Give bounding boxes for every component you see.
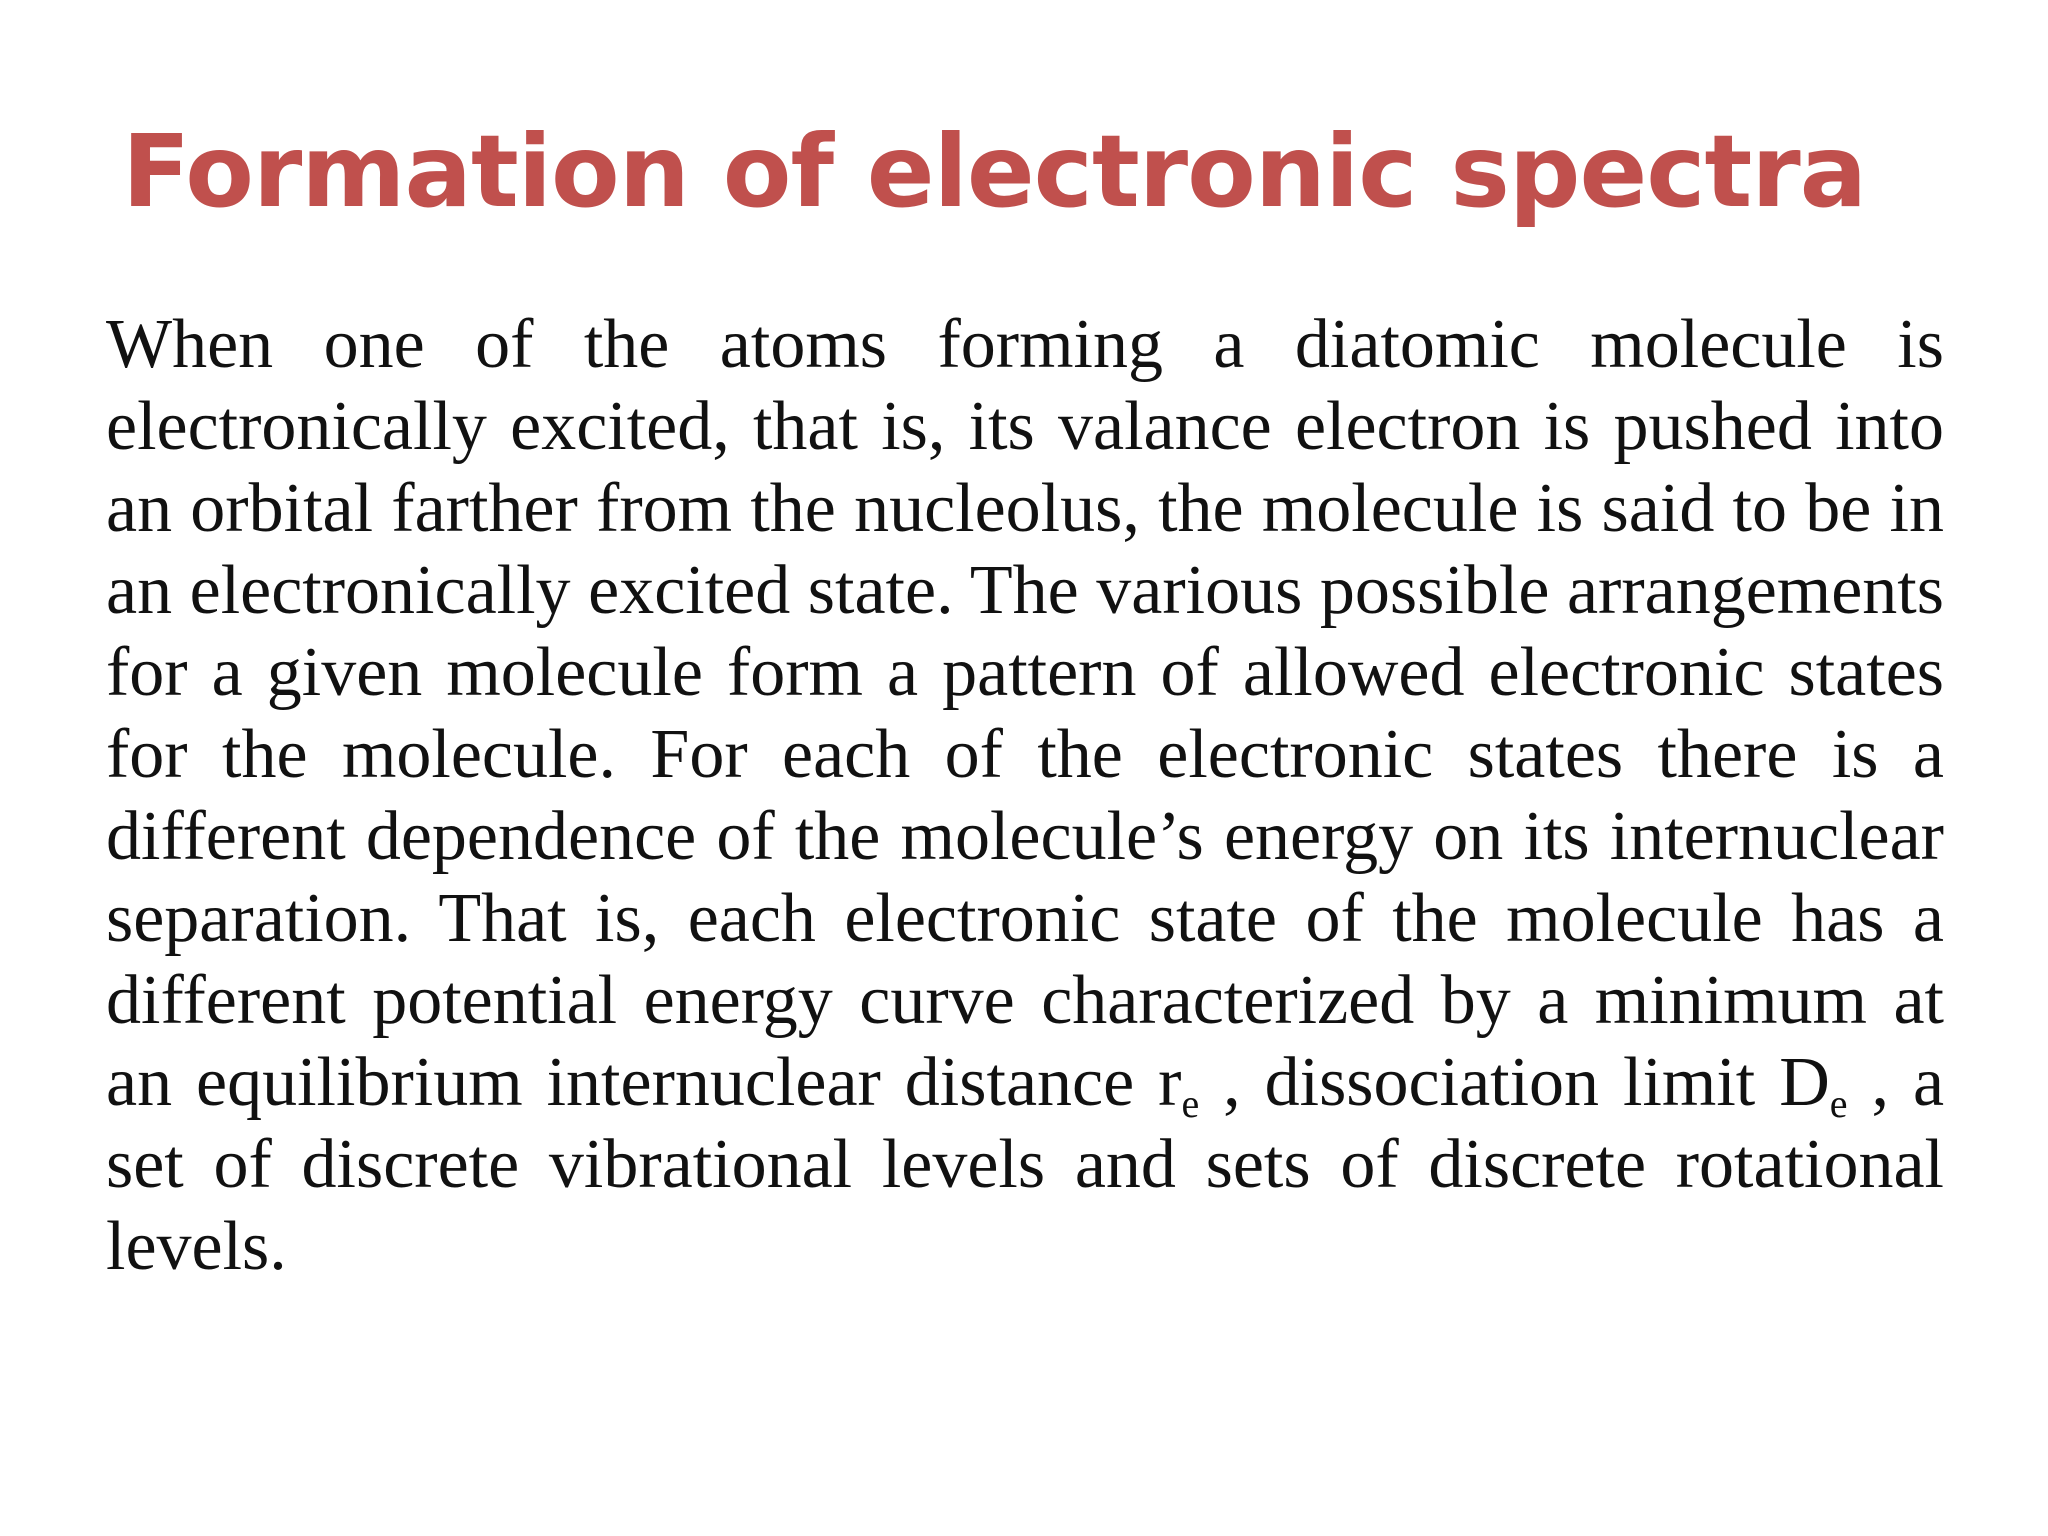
body-paragraph: [106, 304, 1944, 1288]
equilibrium-distance-subscript: e: [1181, 1081, 1200, 1126]
slide-title: Formation of electronic spectra: [122, 113, 1867, 230]
dissociation-limit-symbol: D: [1779, 1044, 1830, 1121]
paragraph-text-part-1: When one of the atoms forming a diatomic molecule is electronically excited, that is, its valance electron is pushed into an orbital farther from the nucleolus, the molecule is said to be in an electronically excited state. The various possible arrangements for a given molecule form a pattern of allowed electronic states for the molecule. For each of the electronic states there is a different dependence of the molecule’s energy on its internuclear separation. That is, each electronic state of the molecule has a different potential energy curve characterized by a minimum at an equilibrium internuclear distance: [106, 306, 1944, 1121]
dissociation-limit-subscript: e: [1829, 1081, 1848, 1126]
paragraph-text-part-3: , a set of discrete vibrational levels and sets of discrete rotational levels.: [106, 1044, 1945, 1285]
equilibrium-distance-symbol: r: [1158, 1044, 1182, 1121]
paragraph-text-part-2: , dissociation limit: [1199, 1044, 1780, 1121]
